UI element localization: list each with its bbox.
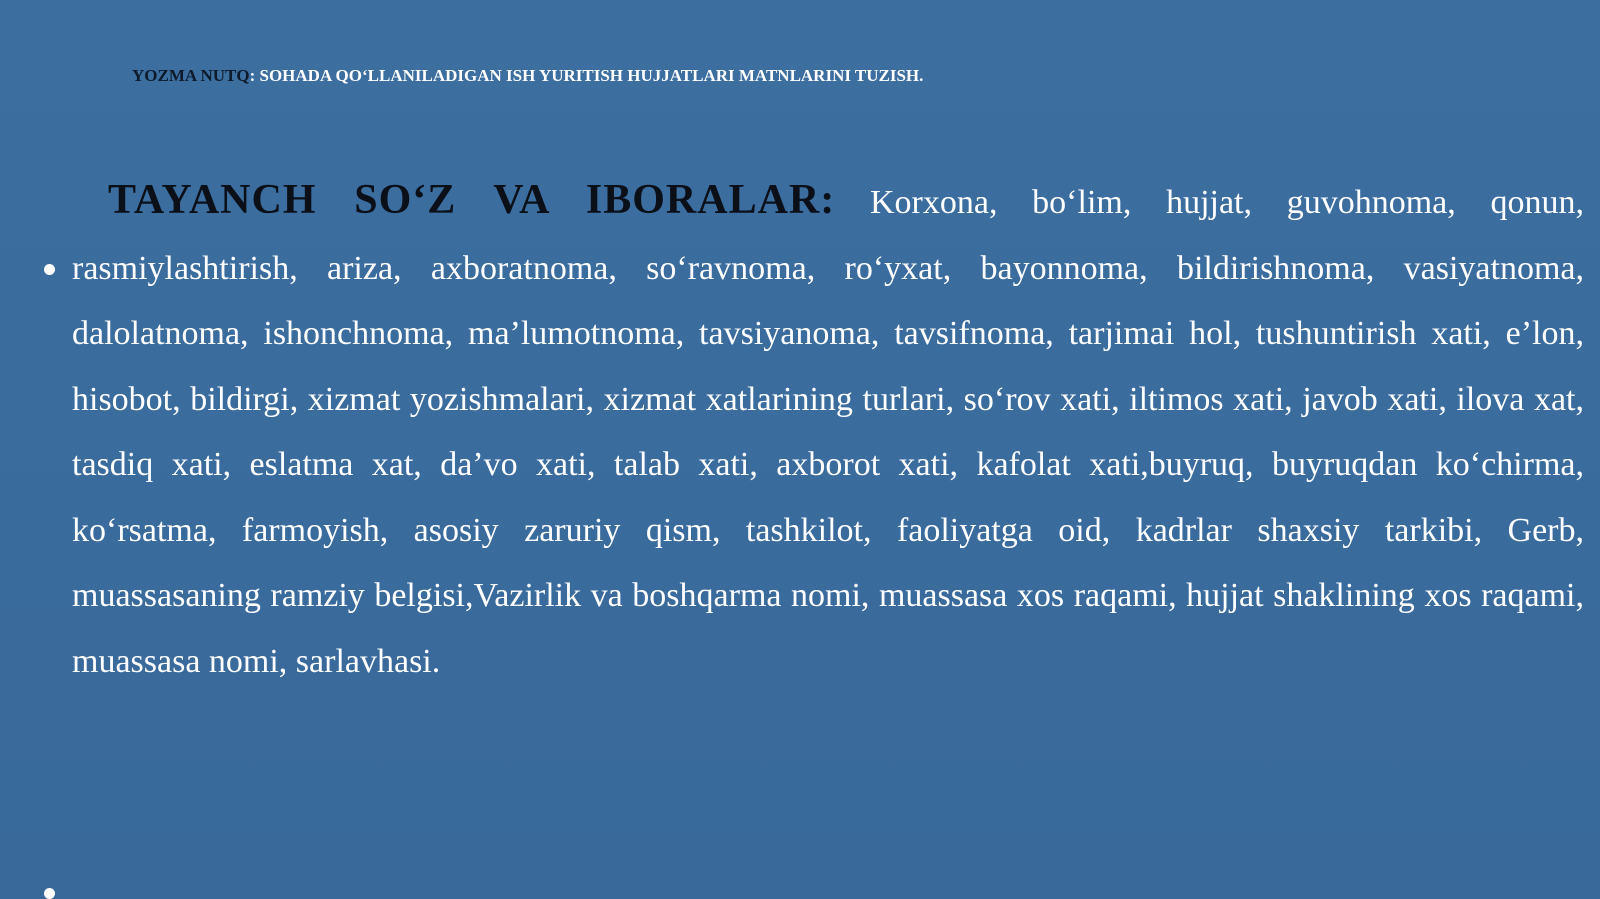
- keywords-title: TAYANCH SO‘Z VA IBORALAR:: [108, 177, 836, 223]
- bullet-dot-icon-empty: [44, 888, 55, 899]
- bullet-dot-icon: [44, 264, 55, 275]
- header-prefix: YOZMA NUTQ: [132, 66, 250, 85]
- keywords-paragraph: [72, 168, 1584, 694]
- slide-header: [132, 66, 923, 86]
- header-rest: : SOHADA QO‘LLANILADIGAN ISH YURITISH HUJJATLARI MATNLARINI TUZISH.: [249, 66, 924, 85]
- keywords-body: Korxona, bo‘lim, hujjat, guvohnoma, qonun, rasmiylashtirish, ariza, axboratnoma, so‘ravnoma, ro‘yxat, bayonnoma, bildirishnoma, vasiyatnoma, dalolatnoma, ishonchnoma, ma’lumotnoma, tavsiyanoma, tavsifnoma, tarjimai hol, tushuntirish xati, e’lon, hisobot, bildirgi, xizmat yozishmalari, xizmat xatlarining turlari, so‘rov xati, iltimos xati, javob xati, ilova xat, tasdiq xati, eslatma xat, da’vo xati, talab xati, axborot xati, kafolat xati,buyruq, buyruqdan ko‘chirma, ko‘rsatma, farmoyish, asosiy zaruriy qism, tashkilot, faoliyatga oid, kadrlar shaxsiy tarkibi, Gerb, muassasaning ramziy belgisi,Vazirlik va boshqarma nomi, muassasa xos raqami, hujjat shaklining xos raqami, muassasa nomi, sarlavhasi.: [72, 184, 1584, 680]
